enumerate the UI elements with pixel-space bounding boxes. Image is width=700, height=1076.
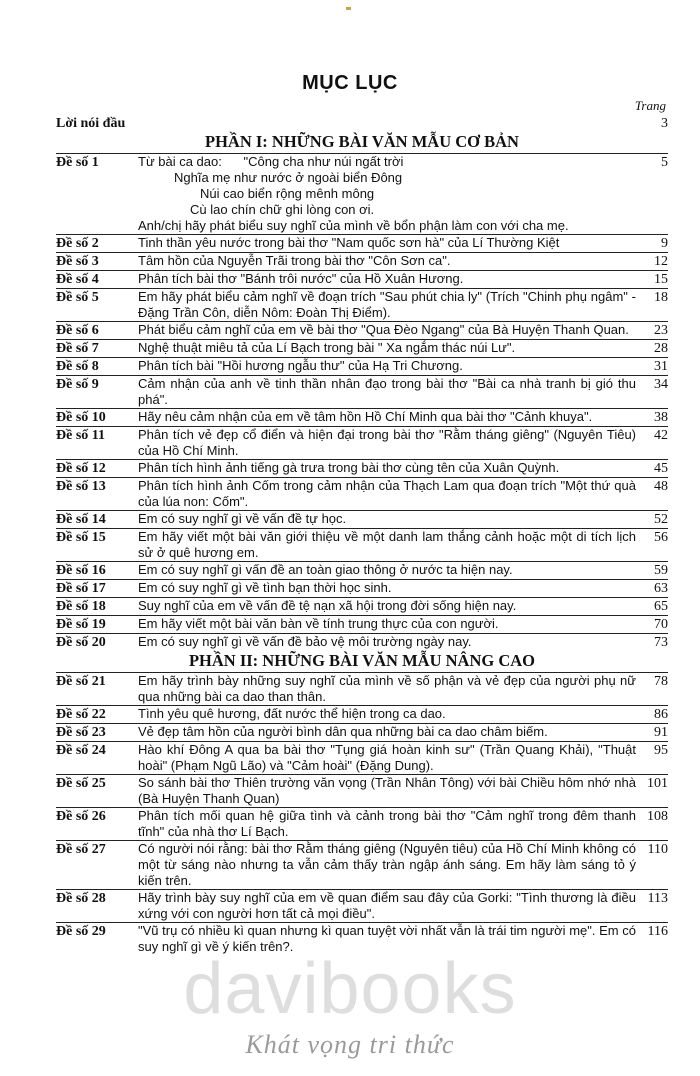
entry-title: Có người nói rằng: bài thơ Rằm tháng giêng (Nguyên tiêu) của Hồ Chí Minh không có một từ sáng nào nhưng ta vẫn cảm thấy tràn ngập ánh sáng. Em hãy làm sáng tỏ ý kiến trên. bbox=[138, 841, 636, 888]
entry-page: 15 bbox=[654, 272, 668, 287]
entry-title: Em có suy nghĩ gì vấn đề an toàn giao thông ở nước ta hiện nay. bbox=[138, 562, 513, 577]
toc-sections bbox=[56, 132, 668, 955]
entry-title: Tinh thần yêu nước trong bài thơ "Nam quốc sơn hà" của Lí Thường Kiệt bbox=[138, 235, 560, 250]
entry-text bbox=[138, 376, 636, 408]
entry-text bbox=[138, 616, 636, 632]
toc-entry bbox=[56, 633, 668, 651]
verse-line: Nghĩa mẹ như nước ở ngoài biển Đông bbox=[174, 170, 403, 185]
toc-entry bbox=[56, 408, 668, 426]
entry-title: Phân tích mối quan hệ giữa tình và cảnh trong bài thơ "Cảm nghĩ trong đêm thanh tĩnh" của nhà thơ Lí Bạch. bbox=[138, 808, 636, 839]
preface-row bbox=[56, 115, 668, 132]
entry-label: Đề số 13 bbox=[56, 479, 106, 494]
toc-entry bbox=[56, 153, 668, 234]
entry-label: Đề số 24 bbox=[56, 743, 106, 758]
entry-page: 86 bbox=[654, 707, 668, 722]
toc-entry bbox=[56, 723, 668, 741]
entry-page: 23 bbox=[654, 323, 668, 338]
entry-page: 70 bbox=[654, 617, 668, 632]
entry-text bbox=[138, 358, 636, 374]
entry-label: Đề số 27 bbox=[56, 842, 106, 857]
preface-label: Lời nói đầu bbox=[56, 116, 126, 131]
toc-entry bbox=[56, 459, 668, 477]
entry-page: 56 bbox=[654, 530, 668, 545]
entry-text bbox=[138, 742, 636, 774]
entry-title: Tình yêu quê hương, đất nước thể hiện trong ca dao. bbox=[138, 706, 446, 721]
entry-label: Đề số 12 bbox=[56, 461, 106, 476]
entry-page: 116 bbox=[647, 924, 668, 939]
slogan: Khát vọng tri thức bbox=[245, 1030, 455, 1059]
entry-page: 63 bbox=[654, 581, 668, 596]
entry-title: Hãy trình bày suy nghĩ của em về quan điểm sau đây của Gorki: "Tình thương là điều xứng với con người hơn tất cả mọi điều". bbox=[138, 890, 636, 921]
entry-title: Phân tích bài thơ "Bánh trôi nước" của Hồ Xuân Hương. bbox=[138, 271, 464, 286]
entry-text bbox=[138, 235, 636, 251]
entry-text bbox=[138, 580, 636, 596]
toc-entry bbox=[56, 252, 668, 270]
entry-title: Phát biểu cảm nghĩ của em về bài thơ "Qua Đèo Ngang" của Bà Huyện Thanh Quan. bbox=[138, 322, 629, 337]
entry-text bbox=[138, 808, 636, 840]
entry-text bbox=[138, 562, 636, 578]
entry-title: Em có suy nghĩ gì về vấn đề tự học. bbox=[138, 511, 347, 526]
entry-title: Em có suy nghĩ gì về vấn đề bảo vệ môi trường ngày nay. bbox=[138, 634, 472, 649]
entry-title: Em có suy nghĩ gì về tình bạn thời học sinh. bbox=[138, 580, 392, 595]
entry-page: 28 bbox=[654, 341, 668, 356]
entry-label: Đề số 5 bbox=[56, 290, 99, 305]
entry-label: Đề số 25 bbox=[56, 776, 106, 791]
entry-title: Tâm hồn của Nguyễn Trãi trong bài thơ "Côn Sơn ca". bbox=[138, 253, 451, 268]
entry-page: 18 bbox=[654, 290, 668, 305]
entry-text bbox=[138, 634, 636, 650]
entry-title: So sánh bài thơ Thiên trường văn vọng (Trần Nhân Tông) với bài Chiều hôm nhớ nhà (Bà Huyện Thanh Quan) bbox=[138, 775, 636, 806]
toc-entry bbox=[56, 528, 668, 561]
toc-entry bbox=[56, 889, 668, 922]
entry-label: Đề số 22 bbox=[56, 707, 106, 722]
entry-text bbox=[138, 890, 636, 922]
toc-entry bbox=[56, 270, 668, 288]
entry-title: Vẻ đẹp tâm hồn của người bình dân qua những bài ca dao châm biếm. bbox=[138, 724, 548, 739]
verse-line: Cù lao chín chữ ghi lòng con ơi. bbox=[190, 202, 375, 217]
top-mark bbox=[346, 7, 351, 10]
entry-label: Đề số 17 bbox=[56, 581, 106, 596]
entry-label: Đề số 26 bbox=[56, 809, 106, 824]
entry-title: Anh/chị hãy phát biểu suy nghĩ của mình về bổn phận làm con với cha mẹ. bbox=[138, 218, 569, 233]
toc-entry bbox=[56, 426, 668, 459]
entry-text bbox=[138, 511, 636, 527]
toc-entry bbox=[56, 774, 668, 807]
toc-entry bbox=[56, 321, 668, 339]
entry-label: Đề số 15 bbox=[56, 530, 106, 545]
entry-page: 38 bbox=[654, 410, 668, 425]
entry-title: Phân tích hình ảnh Cốm trong cảm nhận của Thạch Lam qua đoạn trích "Một thứ quà của lúa non: Cốm". bbox=[138, 478, 636, 509]
entry-page: 78 bbox=[654, 674, 668, 689]
entry-label: Đề số 28 bbox=[56, 891, 106, 906]
entry-text bbox=[138, 154, 636, 234]
entry-label: Đề số 8 bbox=[56, 359, 99, 374]
entry-title: Em hãy trình bày những suy nghĩ của mình về số phận và vẻ đẹp của người phụ nữ qua những bài ca dao than thân. bbox=[138, 673, 636, 704]
entry-page: 91 bbox=[654, 725, 668, 740]
entry-label: Đề số 2 bbox=[56, 236, 99, 251]
entry-label: Đề số 4 bbox=[56, 272, 99, 287]
toc-entry bbox=[56, 375, 668, 408]
toc-entry bbox=[56, 561, 668, 579]
entry-title: Hãy nêu cảm nhận của em về tâm hồn Hồ Chí Minh qua bài thơ "Cảnh khuya". bbox=[138, 409, 593, 424]
entry-text bbox=[138, 841, 636, 889]
entry-text bbox=[138, 478, 636, 510]
entry-page: 42 bbox=[654, 428, 668, 443]
entry-label: Đề số 21 bbox=[56, 674, 106, 689]
entry-label: Đề số 14 bbox=[56, 512, 106, 527]
toc-entry bbox=[56, 597, 668, 615]
entry-page: 12 bbox=[654, 254, 668, 269]
entry-label: Đề số 9 bbox=[56, 377, 99, 392]
toc-entry bbox=[56, 579, 668, 597]
entry-page: 5 bbox=[661, 155, 668, 170]
entry-text bbox=[138, 340, 636, 356]
verse-line: Núi cao biển rộng mênh mông bbox=[200, 186, 375, 201]
toc-entry bbox=[56, 477, 668, 510]
section-heading: PHẦN II: NHỮNG BÀI VĂN MẪU NÂNG CAO bbox=[188, 651, 536, 670]
entry-text bbox=[138, 289, 636, 321]
entry-label: Đề số 1 bbox=[56, 155, 99, 170]
toc-entry bbox=[56, 741, 668, 774]
entry-title: Em hãy viết một bài văn giới thiệu về một danh lam thắng cảnh hoặc một di tích lịch sử ở quê hương em. bbox=[138, 529, 636, 560]
verse-line: Từ bài ca dao: "Công cha như núi ngất trời bbox=[138, 154, 404, 169]
entry-label: Đề số 7 bbox=[56, 341, 99, 356]
entry-page: 110 bbox=[647, 842, 668, 857]
toc-entry bbox=[56, 288, 668, 321]
entry-text bbox=[138, 529, 636, 561]
entry-text bbox=[138, 706, 636, 722]
entry-label: Đề số 18 bbox=[56, 599, 106, 614]
toc-entry bbox=[56, 672, 668, 705]
table-of-contents bbox=[56, 115, 668, 955]
entry-label: Đề số 6 bbox=[56, 323, 99, 338]
entry-label: Đề số 23 bbox=[56, 725, 106, 740]
entry-label: Đề số 29 bbox=[56, 924, 106, 939]
entry-label: Đề số 11 bbox=[56, 428, 105, 443]
preface-page: 3 bbox=[661, 116, 668, 131]
entry-text bbox=[138, 598, 636, 614]
section-heading: PHẦN I: NHỮNG BÀI VĂN MẪU CƠ BẢN bbox=[205, 132, 519, 151]
entry-label: Đề số 3 bbox=[56, 254, 99, 269]
entry-label: Đề số 10 bbox=[56, 410, 106, 425]
entry-page: 95 bbox=[654, 743, 668, 758]
entry-label: Đề số 19 bbox=[56, 617, 106, 632]
entry-page: 9 bbox=[661, 236, 668, 251]
entry-text bbox=[138, 409, 636, 425]
toc-entry bbox=[56, 705, 668, 723]
entry-text bbox=[138, 724, 636, 740]
entry-page: 65 bbox=[654, 599, 668, 614]
entry-page: 108 bbox=[647, 809, 668, 824]
entry-title: Em hãy viết một bài văn bàn về tính trung thực của con người. bbox=[138, 616, 499, 631]
entry-title: Hào khí Đông A qua ba bài thơ "Tụng giá hoàn kinh sư" (Trần Quang Khải), "Thuật hoài" (Phạm Ngũ Lão) và "Cảm hoài" (Đặng Dung). bbox=[138, 742, 636, 773]
entry-title: Phân tích bài "Hồi hương ngẫu thư" của Hạ Tri Chương. bbox=[138, 358, 463, 373]
entry-page: 73 bbox=[654, 635, 668, 650]
entry-text bbox=[138, 673, 636, 705]
entry-page: 45 bbox=[654, 461, 668, 476]
toc-entry bbox=[56, 234, 668, 252]
toc-entry bbox=[56, 510, 668, 528]
entry-title: Phân tích hình ảnh tiếng gà trưa trong bài thơ cùng tên của Xuân Quỳnh. bbox=[138, 460, 560, 475]
entry-title: Nghệ thuật miêu tả của Lí Bạch trong bài " Xa ngắm thác núi Lư". bbox=[138, 340, 516, 355]
entry-page: 52 bbox=[654, 512, 668, 527]
toc-entry bbox=[56, 807, 668, 840]
entry-text bbox=[138, 775, 636, 807]
entry-text bbox=[138, 460, 636, 476]
entry-page: 31 bbox=[654, 359, 668, 374]
entry-title: Cảm nhận của anh về tinh thần nhân đạo trong bài thơ "Bài ca nhà tranh bị gió thu phá". bbox=[138, 376, 636, 407]
toc-entry bbox=[56, 615, 668, 633]
entry-page: 59 bbox=[654, 563, 668, 578]
toc-entry bbox=[56, 357, 668, 375]
entry-title: Em hãy phát biểu cảm nghĩ về đoạn trích "Sau phút chia ly" (Trích "Chinh phụ ngâm" - Đặng Trần Côn, diễn Nôm: Đoàn Thị Điểm). bbox=[138, 289, 636, 320]
entry-page: 101 bbox=[647, 776, 668, 791]
entry-text bbox=[138, 427, 636, 459]
entry-text bbox=[138, 271, 636, 287]
entry-title: "Vũ trụ có nhiều kì quan nhưng kì quan tuyệt vời nhất vẫn là trái tim người mẹ". Em có suy nghĩ gì về ý kiến trên?. bbox=[138, 923, 636, 954]
entry-page: 48 bbox=[654, 479, 668, 494]
entry-label: Đề số 16 bbox=[56, 563, 106, 578]
entry-text bbox=[138, 253, 636, 269]
entry-page: 34 bbox=[654, 377, 668, 392]
entry-label: Đề số 20 bbox=[56, 635, 106, 650]
toc-entry bbox=[56, 339, 668, 357]
entry-text bbox=[138, 322, 636, 338]
entry-title: Phân tích vẻ đẹp cổ điển và hiện đại trong bài thơ "Rằm tháng giêng" (Nguyên Tiêu) của Hồ Chí Minh. bbox=[138, 427, 636, 458]
page-title: MỤC LỤC bbox=[302, 72, 398, 94]
entry-title: Suy nghĩ của em về vấn đề tệ nạn xã hội trong đời sống hiện nay. bbox=[138, 598, 517, 613]
watermark: davibooks bbox=[183, 949, 517, 1029]
toc-entry bbox=[56, 840, 668, 889]
entry-page: 113 bbox=[647, 891, 668, 906]
page-column-header: Trang bbox=[634, 98, 666, 113]
